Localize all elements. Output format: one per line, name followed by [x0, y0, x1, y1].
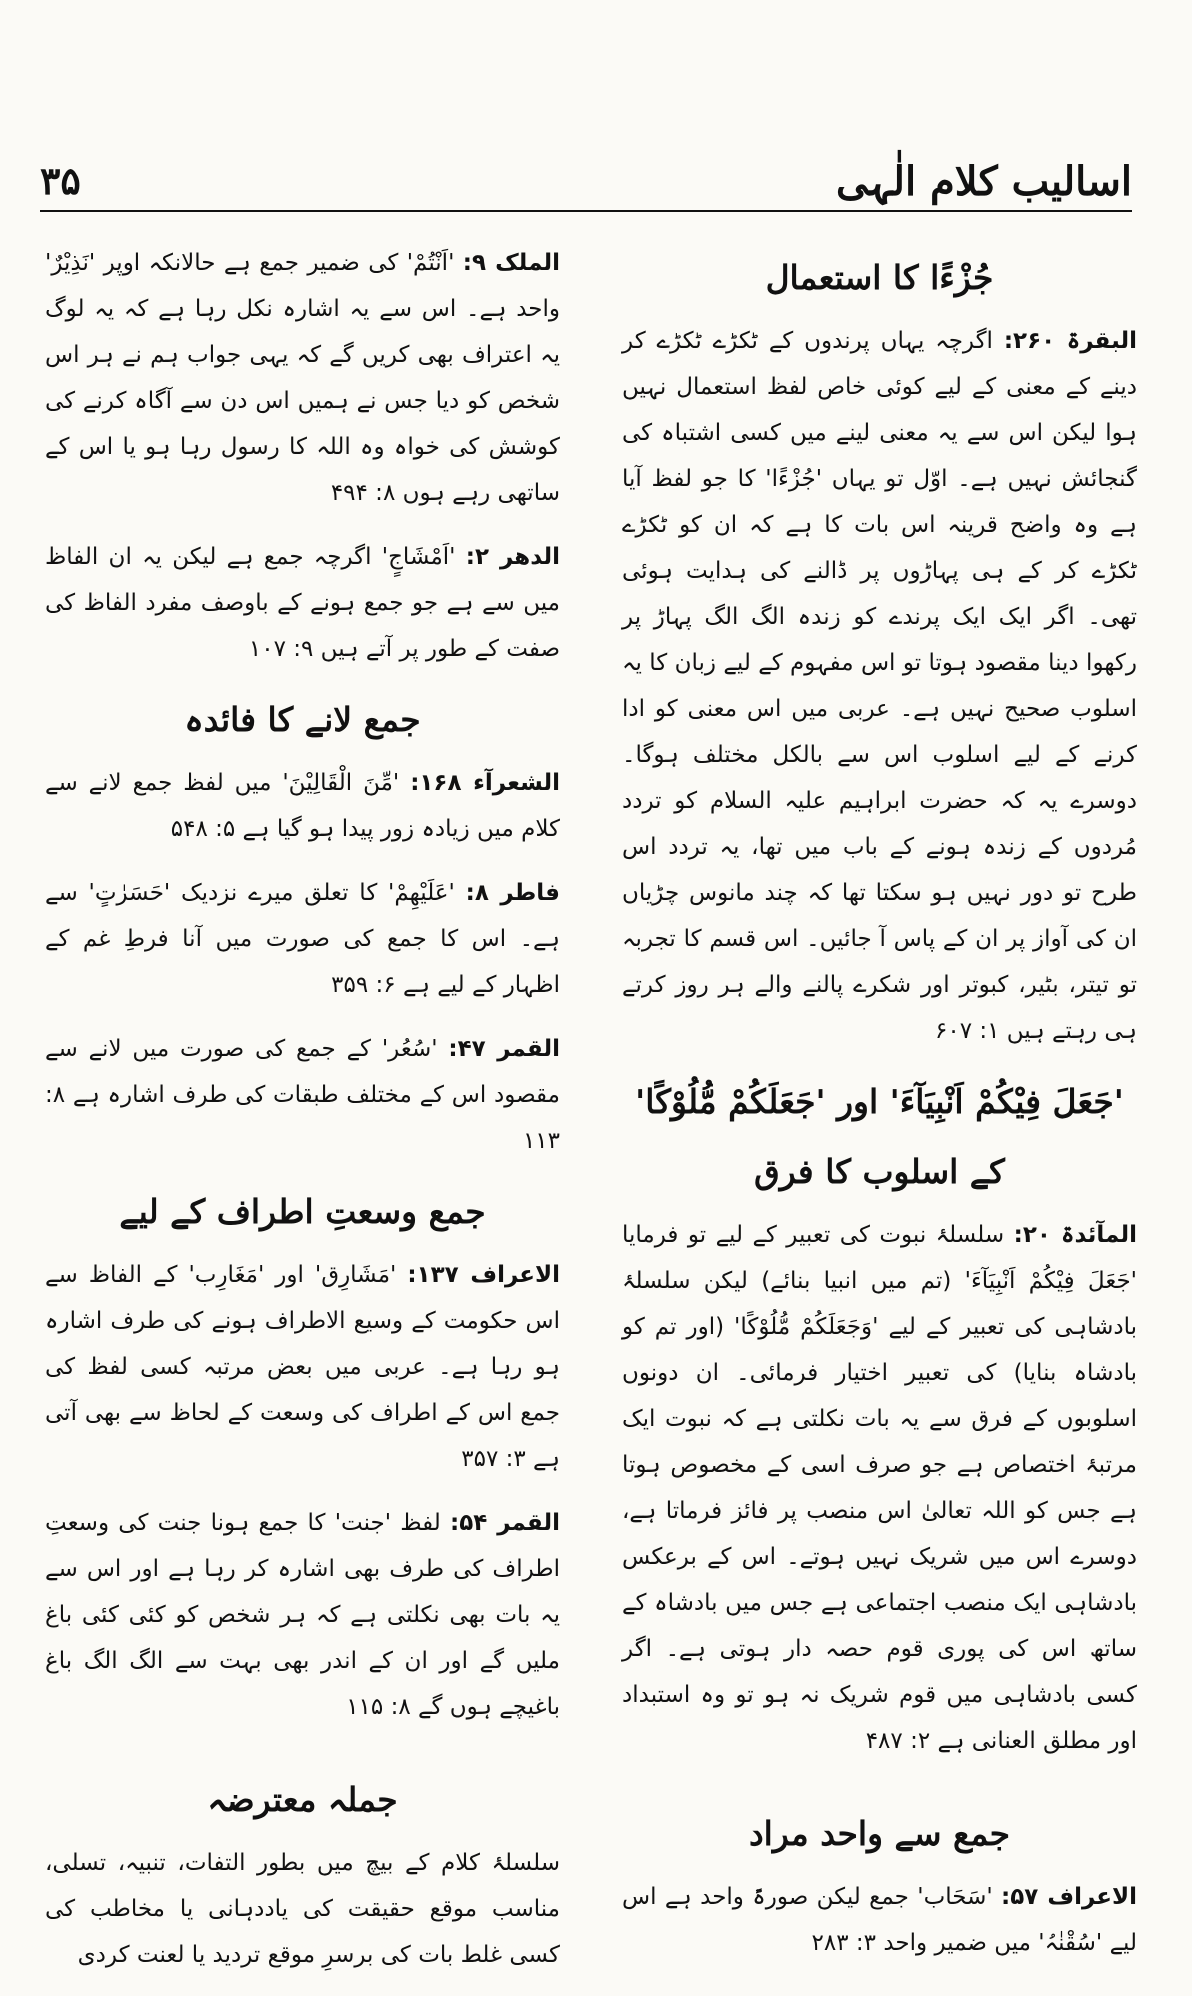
paragraph [45, 240, 560, 516]
paragraph-text: 'سُعُر' کے جمع کی صورت میں لانے سے مقصود اس کے مختلف طبقات کی طرف اشارہ ہے ۸: ۱۱۳ [45, 1036, 560, 1154]
paragraph [45, 1500, 560, 1730]
paragraph-text: 'مَشَارِق' اور 'مَغَارِب' کے الفاظ سے اس حکومت کے وسیع الاطراف ہونے کی طرف اشارہ ہو رہا ہے۔ عربی میں بعض مرتبہ کسی لفظ کی جمع اس کے اطراف کی وسعت کے لحاظ سے بھی آتی ہے ۳: ۳۵۷ [45, 1262, 560, 1472]
section-juzan [622, 248, 1137, 1054]
verse-reference: الاعراف ۱۳۷: [407, 1262, 560, 1288]
paragraph [45, 870, 560, 1008]
page-header [40, 150, 1132, 212]
paragraph [622, 318, 1137, 1054]
section-heading: 'جَعَلَ فِیْکُمْ اَنْبِیَآءَ' اور 'جَعَلَکُمْ مُّلُوْکًا' [635, 1082, 1124, 1121]
page-number: ۳۵ [40, 158, 81, 203]
paragraph-text: 'اَنْتُمْ' کی ضمیر جمع ہے حالانکہ اوپر 'نَذِیْرٌ' واحد ہے۔ اس سے یہ اشارہ نکل رہا ہے کہ یہ لوگ یہ اعتراف بھی کریں گے کہ یہی جواب ہم نے ہر اس شخص کو دیا جس نے ہمیں اس دن سے آگاہ کرنے کی کوشش کی خواہ وہ اللہ کا رسول رہا ہو یا اس کے ساتھی رہے ہوں ۸: ۴۹۴ [45, 250, 560, 506]
section-continued [45, 240, 560, 672]
paragraph [45, 1840, 560, 1978]
paragraph-text: 'سَحَاب' جمع لیکن صورۃً واحد ہے اس لیے 'سُقْنٰہُ' میں ضمیر واحد ۳: ۲۸۳ [622, 1884, 1137, 1956]
section-heading: جملہ معترضہ [207, 1780, 398, 1819]
paragraph [622, 1874, 1137, 1966]
right-column [622, 240, 1137, 1984]
paragraph-text: 'مِّنَ الْقَالِیْنَ' میں لفظ جمع لانے سے کلام میں زیادہ زور پیدا ہو گیا ہے ۵: ۵۴۸ [45, 770, 560, 842]
paragraph [622, 1212, 1137, 1764]
verse-reference: المآئدۃ ۲۰: [1013, 1222, 1137, 1248]
section-plural-singular [622, 1804, 1137, 1966]
paragraph-text: اگرچہ یہاں پرندوں کے ٹکڑے ٹکڑے کر دینے کے معنی کے لیے کوئی خاص لفظ استعمال نہیں ہوا لیکن اس سے یہ معنی لینے میں کسی اشتباہ کی گنجائش نہیں ہے۔ اوّل تو یہاں 'جُزْءًا' کا جو لفظ آیا ہے وہ واضح قرینہ اس بات کا ہے کہ ان کو ٹکڑے ٹکڑے کر کے ہی پہاڑوں پر ڈالنے کی ہدایت ہوئی تھی۔ اگر ایک ایک پرندے کو زندہ الگ الگ پہاڑ پر رکھوا دینا مقصود ہوتا تو اس مفہوم کے لیے زبان کا یہ اسلوب صحیح نہیں ہے۔ عربی میں اس معنی کو ادا کرنے کے لیے اسلوب اس سے بالکل مختلف ہوگا۔ دوسرے یہ کہ حضرت ابراہیم علیہ السلام کو تردد مُردوں کے زندہ ہونے کے باب میں تھا، یہ تردد اس طرح تو دور نہیں ہو سکتا تھا کہ چند مانوس چڑیاں ان کی آواز پر ان کے پاس آ جائیں۔ اس قسم کا تجربہ تو تیتر، بٹیر، کبوتر اور شکرے پالنے والے ہر روز کرتے ہی رہتے ہیں ۱: ۶۰۷ [622, 328, 1137, 1044]
verse-reference: فاطر ۸: [465, 880, 560, 906]
verse-reference: الشعرآء ۱۶۸: [410, 770, 560, 796]
paragraph-text: 'عَلَیْھِمْ' کا تعلق میرے نزدیک 'حَسَرٰتٍ' سے ہے۔ اس کا جمع کی صورت میں آنا فرطِ غم کے اظہار کے لیے ہے ۶: ۳۵۹ [45, 880, 560, 998]
verse-reference: القمر ۴۷: [448, 1036, 561, 1062]
verse-reference: الاعراف ۵۷: [1001, 1884, 1138, 1910]
paragraph [45, 1026, 560, 1164]
verse-reference: البقرۃ ۲۶۰: [1003, 328, 1137, 354]
paragraph-text: لفظ 'جنت' کا جمع ہونا جنت کی وسعتِ اطراف کی طرف بھی اشارہ کر رہا ہے اور اس سے یہ بات بھی نکلتی ہے کہ ہر شخص کو کئی کئی باغ ملیں گے اور ان کے اندر بھی بہت سے الگ الگ باغ باغیچے ہوں گے ۸: ۱۱۵ [45, 1510, 560, 1720]
section-heading: جمع سے واحد مراد [748, 1814, 1011, 1853]
paragraph-text: 'اَمْشَاجٍ' اگرچہ جمع ہے لیکن یہ ان الفاظ میں سے ہے جو جمع ہونے کے باوصف مفرد الفاظ کی صفت کے طور پر آتے ہیں ۹: ۱۰۷ [45, 544, 560, 662]
section-parenthetical [45, 1770, 560, 1978]
section-plural-benefit [45, 690, 560, 1164]
verse-reference: الدھر ۲: [465, 544, 561, 570]
paragraph [45, 534, 560, 672]
section-plural-vastness [45, 1182, 560, 1730]
verse-reference: الملک ۹: [462, 250, 561, 276]
section-heading: جُزْءًا کا استعمال [765, 258, 994, 297]
paragraph-text: سلسلۂ کلام کے بیچ میں بطور التفات، تنبیہ، تسلی، مناسب موقع حقیقت کی یاددہانی یا مخاطب کی کسی غلط بات کی برسرِ موقع تردید یا لعنت کردی [45, 1850, 560, 1968]
left-column [45, 240, 560, 1996]
book-title: اسالیب کلام الٰہی [836, 158, 1132, 205]
section-heading-continued: کے اسلوب کا فرق [754, 1152, 1005, 1191]
paragraph [45, 1252, 560, 1482]
paragraph [45, 760, 560, 852]
verse-reference: القمر ۵۴: [450, 1510, 560, 1536]
section-style-difference [622, 1072, 1137, 1764]
section-heading: جمع وسعتِ اطراف کے لیے [119, 1192, 486, 1231]
paragraph-text: سلسلۂ نبوت کی تعبیر کے لیے تو فرمایا 'جَعَلَ فِیْکُمْ اَنْبِیَآءَ' (تم میں انبیا بنائے) لیکن سلسلۂ بادشاہی کی تعبیر کے لیے 'وَجَعَلَکُمْ مُّلُوْکًا' (اور تم کو بادشاہ بنایا) کی تعبیر اختیار فرمائی۔ ان دونوں اسلوبوں کے فرق سے یہ بات نکلتی ہے کہ نبوت ایک مرتبۂ اختصاص ہے جو صرف اسی کے مخصوص ہوتا ہے جس کو اللہ تعالیٰ اس منصب پر فائز فرماتا ہے، دوسرے اس میں شریک نہیں ہوتے۔ اس کے برعکس بادشاہی ایک منصب اجتماعی ہے جس میں بادشاہ کے ساتھ اس کی پوری قوم حصہ دار ہوتی ہے۔ اگر کسی بادشاہی میں قوم شریک نہ ہو تو وہ استبداد اور مطلق العنانی ہے ۲: ۴۸۷ [622, 1222, 1137, 1754]
section-heading: جمع لانے کا فائدہ [184, 700, 421, 739]
